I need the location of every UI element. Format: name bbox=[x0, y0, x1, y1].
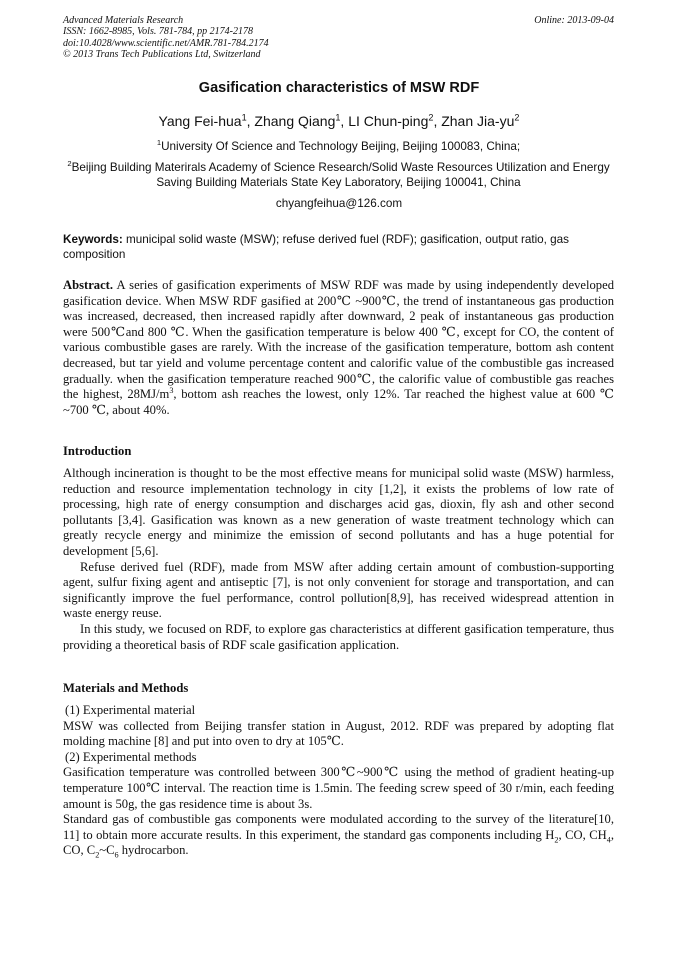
methods-subheading: (1) Experimental material bbox=[65, 703, 196, 717]
affiliation-1 bbox=[63, 139, 614, 154]
affiliation-number: 2 bbox=[67, 159, 72, 169]
affiliation-text: University Of Science and Technology Beijing, Beijing 100083, China; bbox=[161, 140, 521, 153]
online-date: Online: 2013-09-04 bbox=[534, 15, 614, 26]
subscript: 4 bbox=[606, 835, 611, 845]
contact-email[interactable]: chyangfeihua@126.com bbox=[275, 197, 403, 210]
methods-subheading: (2) Experimental methods bbox=[65, 749, 197, 764]
abstract-text: A series of gasification experiments of MSW RDF was made by using independently developed gasification device. When MSW RDF gasified at 200℃ ~900℃, the trend of instantaneous gas production was increased, decreased, then increased rapidly after downward, 2 peak of instantaneous gas production were 500℃and 800 ℃. When the gasification temperature is below 400 ℃, except for CO, the content of various combustible gases are rarely. With the increase of the gasification temperature, bottom ash content decreased, but tar yield and volume percentage content and calorific value of the combustible gas increased gradually. when the gasification temperature reached 900℃, the calorific value of combustible gas reaches the highest, 28MJ/m bbox=[63, 278, 614, 402]
author-list: Yang Fei-hua$^1$, Zhang Qiang$^1$, LI Chun-ping$^2$, Zhan Jia-$yu^2$ bbox=[158, 112, 520, 129]
affiliation-text: Beijing Building Materirals Academy of Science Research/Solid Waste Resources Utilization and Energy Saving Building Materials State Key Laboratory, Beijing 100041, China bbox=[71, 161, 610, 189]
subscript: 2 bbox=[95, 850, 100, 860]
affiliation-2 bbox=[63, 160, 614, 190]
author-affiliation-mark: 1 bbox=[335, 112, 341, 123]
methods-text: , CO, CH bbox=[558, 827, 607, 842]
issn-line: ISSN: 1662-8985, Vols. 781-784, pp 2174-2178 bbox=[63, 26, 253, 38]
doi-line[interactable]: doi:10.4028/www.scientific.net/AMR.781-784.2174 bbox=[63, 37, 269, 49]
methods-paragraph: Gasification temperature was controlled between 300℃~900℃ using the method of gradient heating-up temperature 100℃ interval. The reaction time is 1.5min. The feeding screw speed of 30 r/min, each feeding amount is 50g, the gas residence time is about 3s. bbox=[63, 765, 614, 811]
affiliation-number: 1 bbox=[156, 138, 162, 148]
methods-paragraph: MSW was collected from Beijing transfer station in August, 2012. RDF was prepared by adopting flat molding machine [8] and put into oven to dry at 105℃. bbox=[63, 718, 614, 749]
keywords-label: Keywords: bbox=[63, 233, 123, 246]
methods-text: Standard gas of combustible gas components were modulated according to the survey of the literature[10, 11] to obtain more accurate results. In this experiment, the standard gas components including H bbox=[63, 812, 614, 842]
author-affiliation-mark: 2 bbox=[428, 112, 434, 123]
introduction-paragraph: Although incineration is thought to be the most effective means for municipal solid waste (MSW) harmless, reduction and resource implementation technology in city [1,2], it exists the problems of low rate of processing, high rate of energy consumption and discharges acid gas, dioxin, fly ash and other second pollutants [3,4]. Gasification was known as a new generation of waste treatment technology which can greatly recycle energy and minimize the emission of second pollutants and has a huge potential for development [5,6]. bbox=[63, 466, 614, 558]
introduction-heading: Introduction bbox=[63, 444, 132, 458]
introduction-body bbox=[63, 466, 614, 653]
abstract-label: Abstract. bbox=[63, 278, 114, 292]
abstract-superscript: 3 bbox=[169, 385, 174, 395]
keywords-text: municipal solid waste (MSW); refuse derived fuel (RDF); gasification, output ratio, gas composition bbox=[63, 233, 570, 261]
author-affiliation-mark: 2 bbox=[514, 112, 520, 123]
copyright-line: © 2013 Trans Tech Publications Ltd, Switzerland bbox=[63, 48, 261, 60]
methods-heading: Materials and Methods bbox=[63, 681, 189, 695]
author-name: Zhan Jia-yu bbox=[441, 113, 515, 129]
author-name: LI Chun-ping bbox=[348, 113, 429, 129]
introduction-paragraph: Refuse derived fuel (RDF), made from MSW after adding certain amount of combustion-supporting agent, sulfur fixing agent and antiseptic [7], is not only convenient for storage and transportation, and can significantly improve the fuel performance, control pollution[8,9], has received widespread attention in waste energy reuse. bbox=[63, 559, 614, 621]
journal-name: Advanced Materials Research bbox=[63, 15, 184, 26]
paper-title: Gasification characteristics of MSW RDF bbox=[198, 80, 480, 96]
abstract-text-end: , bottom ash reaches the lowest, only 12%. Tar reached the highest value at 600 ℃ ~700 ℃, about 40%. bbox=[63, 387, 614, 417]
methods-text: hydrocarbon. bbox=[118, 843, 189, 858]
methods-text: ~C bbox=[99, 843, 115, 858]
methods-paragraph bbox=[63, 812, 614, 859]
author-affiliation-mark: 1 bbox=[241, 112, 247, 123]
keywords bbox=[63, 233, 614, 262]
abstract bbox=[63, 278, 614, 418]
methods-text: , CO, C bbox=[63, 827, 614, 858]
subscript: 2 bbox=[554, 835, 559, 845]
journal-header bbox=[63, 15, 614, 60]
introduction-paragraph: In this study, we focused on RDF, to explore gas characteristics at different gasification temperature, thus providing a theoretical basis of RDF scale gasification application. bbox=[63, 621, 614, 652]
methods-body bbox=[63, 703, 614, 859]
author-name: Zhang Qiang bbox=[254, 113, 336, 129]
subscript: 6 bbox=[114, 850, 119, 860]
author-name: Yang Fei-hua bbox=[158, 113, 242, 129]
